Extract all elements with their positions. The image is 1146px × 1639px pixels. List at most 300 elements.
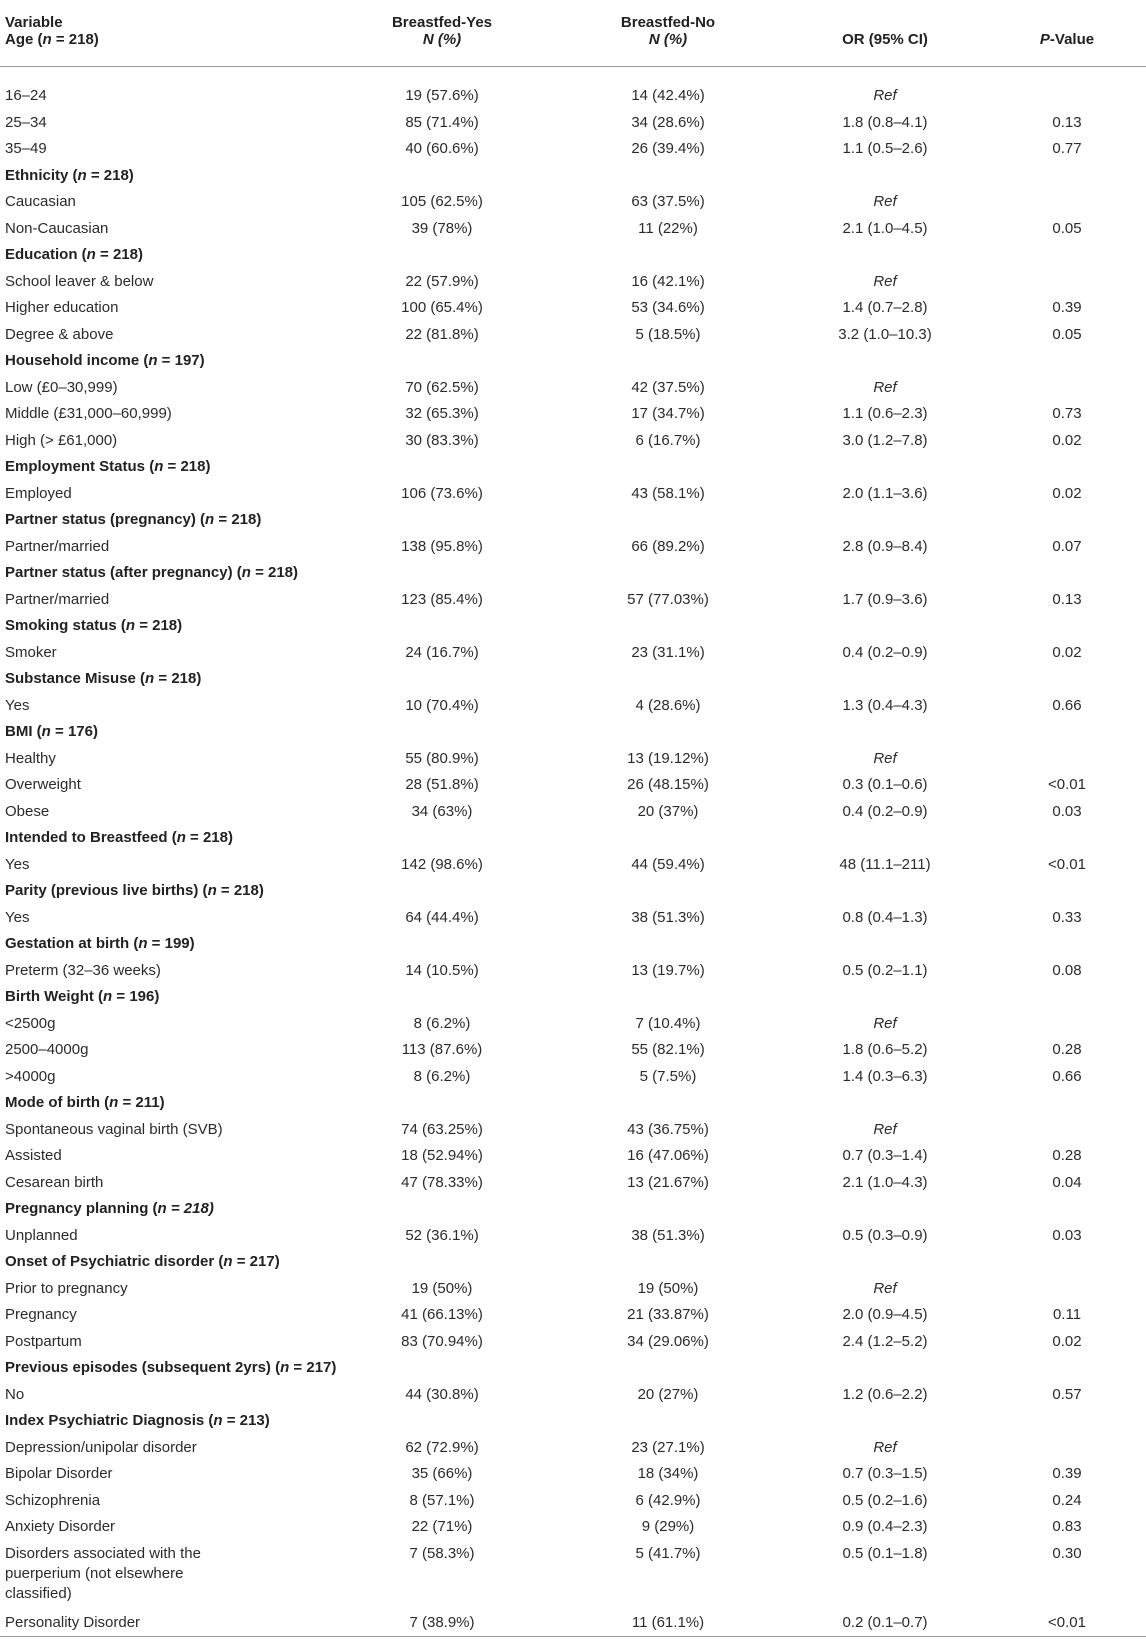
section-title-text: Onset of Psychiatric disorder ( (5, 1253, 224, 1271)
cell-breastfed-yes: 74 (63.25%) (401, 1120, 483, 1138)
cell-breastfed-no: 53 (34.6%) (631, 299, 705, 317)
table-row (0, 375, 1146, 402)
cell-odds-ratio: 0.9 (0.4–2.3) (842, 1518, 928, 1536)
cell-variable: Anxiety Disorder (5, 1518, 116, 1536)
section-title (0, 242, 1146, 269)
section-title (0, 984, 1146, 1011)
cell-breastfed-yes: 123 (85.4%) (401, 590, 483, 608)
section-title-n: n (145, 670, 155, 688)
cell-breastfed-no: 16 (47.06%) (627, 1147, 709, 1165)
section-title-n: n (280, 1359, 290, 1377)
cell-p-value: 0.08 (1052, 961, 1082, 979)
cell-breastfed-yes: 28 (51.8%) (405, 776, 479, 794)
cell-breastfed-yes: 113 (87.6%) (401, 1041, 483, 1059)
cell-p-value: 0.28 (1052, 1147, 1082, 1165)
table-row (0, 1037, 1146, 1064)
cell-p-value: 0.02 (1052, 431, 1082, 449)
cell-breastfed-yes: 8 (57.1%) (409, 1491, 475, 1509)
cell-p-value: 0.05 (1052, 219, 1082, 237)
cell-odds-ratio: 0.3 (0.1–0.6) (842, 776, 928, 794)
cell-breastfed-yes: 8 (6.2%) (413, 1067, 471, 1085)
table-row (0, 640, 1146, 667)
cell-breastfed-no: 11 (61.1%) (631, 1613, 705, 1631)
header-age-n: n (42, 31, 52, 48)
cell-breastfed-yes: 85 (71.4%) (405, 113, 479, 131)
cell-p-value: 0.57 (1052, 1385, 1082, 1403)
cell-breastfed-yes: 70 (62.5%) (405, 378, 479, 396)
table-body (0, 67, 1146, 1637)
cell-variable: 2500–4000g (5, 1041, 89, 1059)
cell-variable: Yes (5, 908, 30, 926)
cell-breastfed-yes: 41 (66.13%) (401, 1306, 483, 1324)
cell-breastfed-yes: 7 (38.9%) (409, 1613, 475, 1631)
section-title-count: = 218) (250, 564, 299, 582)
table-row (0, 1011, 1146, 1038)
cell-breastfed-no: 14 (42.4%) (631, 87, 705, 105)
cell-odds-ratio: 0.8 (0.4–1.3) (842, 908, 928, 926)
header-breastfed-no: Breastfed-No (620, 14, 716, 31)
cell-variable: Preterm (32–36 weeks) (5, 961, 161, 979)
table-row (0, 481, 1146, 508)
cell-odds-ratio: 3.0 (1.2–7.8) (842, 431, 928, 449)
section-header-row (0, 825, 1146, 852)
section-title-count: = 196) (112, 988, 160, 1006)
cell-breastfed-yes: 19 (57.6%) (405, 87, 479, 105)
cell-variable: Overweight (5, 776, 81, 794)
table-row (0, 587, 1146, 614)
cell-odds-ratio: Ref (873, 1014, 897, 1032)
cell-p-value (988, 1117, 1146, 1144)
section-title-text: Intended to Breastfeed ( (5, 829, 177, 847)
header-variable: Variable (5, 14, 63, 31)
cell-odds-ratio: Ref (873, 1438, 897, 1456)
section-title-count: = 217) (232, 1253, 280, 1271)
cell-p-value (988, 189, 1146, 216)
cell-breastfed-yes: 62 (72.9%) (405, 1438, 479, 1456)
header-p-italic: P (1039, 31, 1050, 48)
cell-variable: Bipolar Disorder (5, 1465, 113, 1483)
cell-p-value: 0.03 (1052, 802, 1082, 820)
cell-breastfed-no: 4 (28.6%) (635, 696, 701, 714)
header-or-ci: OR (95% CI) (842, 31, 928, 48)
cell-p-value: 0.39 (1052, 1465, 1082, 1483)
section-header-row (0, 931, 1146, 958)
cell-breastfed-yes: 52 (36.1%) (405, 1226, 479, 1244)
table-row (0, 322, 1146, 349)
cell-breastfed-no: 7 (10.4%) (635, 1014, 701, 1032)
section-title-text: Partner status (pregnancy) ( (5, 511, 206, 529)
cell-breastfed-no: 9 (29%) (641, 1518, 695, 1536)
cell-variable: Low (£0–30,999) (5, 378, 118, 396)
cell-variable: Middle (£31,000–60,999) (5, 405, 172, 423)
header-age-section (0, 31, 330, 67)
cell-breastfed-no: 34 (29.06%) (627, 1332, 709, 1350)
cell-breastfed-no: 5 (7.5%) (639, 1067, 697, 1085)
cell-breastfed-no: 13 (19.12%) (627, 749, 709, 767)
header-empty-p (988, 0, 1146, 31)
cell-odds-ratio: 1.4 (0.3–6.3) (842, 1067, 928, 1085)
section-title-n: n (77, 166, 87, 184)
cell-p-value: 0.77 (1052, 140, 1082, 158)
header-breastfed-yes: Breastfed-Yes (391, 14, 493, 31)
table-row (0, 1488, 1146, 1515)
section-title-text: Previous episodes (subsequent 2yrs) ( (5, 1359, 281, 1377)
cell-breastfed-yes: 40 (60.6%) (405, 140, 479, 158)
table-header (0, 0, 1146, 67)
section-title (0, 163, 1146, 190)
header-age-count: = 218) (51, 31, 99, 48)
cell-breastfed-yes: 30 (83.3%) (405, 431, 479, 449)
cell-breastfed-yes: 7 (58.3%) (409, 1544, 475, 1562)
header-row-2 (0, 31, 1146, 67)
cell-odds-ratio: 0.5 (0.2–1.1) (842, 961, 928, 979)
cell-odds-ratio: Ref (873, 378, 897, 396)
cell-odds-ratio: 48 (11.1–211) (839, 855, 931, 873)
header-age-text: Age ( (5, 31, 43, 48)
cell-variable: >4000g (5, 1067, 56, 1085)
cell-breastfed-yes: 39 (78%) (411, 219, 473, 237)
table-row (0, 1223, 1146, 1250)
cell-breastfed-no: 16 (42.1%) (631, 272, 705, 290)
section-title-text: Pregnancy planning ( (5, 1200, 158, 1218)
table-row (0, 852, 1146, 879)
header-empty-or (782, 0, 988, 31)
cell-odds-ratio: Ref (873, 1120, 897, 1138)
cell-odds-ratio: Ref (873, 749, 897, 767)
section-header-row (0, 878, 1146, 905)
cell-breastfed-no: 26 (48.15%) (627, 776, 709, 794)
section-title-n: n (103, 988, 113, 1006)
cell-breastfed-yes: 22 (81.8%) (405, 325, 479, 343)
table-row (0, 1170, 1146, 1197)
cell-breastfed-no: 5 (18.5%) (635, 325, 701, 343)
cell-variable: Partner/married (5, 590, 110, 608)
section-title-n: n (148, 352, 158, 370)
cell-variable: Partner/married (5, 537, 110, 555)
section-title-n: n (138, 935, 148, 953)
cell-variable: Assisted (5, 1147, 62, 1165)
cell-variable: Healthy (5, 749, 56, 767)
cell-p-value: 0.33 (1052, 908, 1082, 926)
cell-p-value: 0.13 (1052, 113, 1082, 131)
cell-variable: Yes (5, 855, 30, 873)
cell-variable: No (5, 1385, 25, 1403)
cell-p-value: 0.07 (1052, 537, 1082, 555)
cell-breastfed-yes: 35 (66%) (411, 1465, 473, 1483)
section-title (0, 1090, 1146, 1117)
section-title-count: = 218) (185, 829, 233, 847)
cell-p-value: 0.03 (1052, 1226, 1082, 1244)
cell-p-value: 0.04 (1052, 1173, 1082, 1191)
section-title-n: n (125, 617, 136, 635)
section-title-count: = 176) (50, 723, 98, 741)
cell-variable: Cesarean birth (5, 1173, 104, 1191)
table-row (0, 1117, 1146, 1144)
section-title-text: Gestation at birth ( (5, 935, 139, 953)
table-row (0, 772, 1146, 799)
cell-p-value: 0.73 (1052, 405, 1082, 423)
section-header-row (0, 1249, 1146, 1276)
cell-breastfed-yes: 106 (73.6%) (401, 484, 483, 502)
section-header-row (0, 984, 1146, 1011)
cell-variable: High (> £61,000) (5, 431, 118, 449)
cell-breastfed-no: 43 (36.75%) (627, 1120, 709, 1138)
section-header-row (0, 1408, 1146, 1435)
header-p-value (988, 31, 1146, 67)
cell-variable: School leaver & below (5, 272, 154, 290)
cell-odds-ratio: 0.5 (0.2–1.6) (842, 1491, 928, 1509)
cell-odds-ratio: 0.7 (0.3–1.5) (842, 1465, 928, 1483)
cell-breastfed-no: 20 (37%) (637, 802, 699, 820)
cell-variable: Schizophrenia (5, 1491, 101, 1509)
section-title-n: n (109, 1094, 119, 1112)
section-title-text: Employment Status ( (5, 458, 155, 476)
table-row (0, 1382, 1146, 1409)
section-title-n: n (241, 564, 251, 582)
cell-odds-ratio: 0.5 (0.1–1.8) (842, 1544, 928, 1562)
cell-variable: 25–34 (5, 113, 47, 131)
section-title-count: = 218) (216, 882, 264, 900)
cell-odds-ratio: 0.4 (0.2–0.9) (842, 802, 928, 820)
cell-odds-ratio: 0.4 (0.2–0.9) (842, 643, 928, 661)
section-title-n: n (154, 458, 164, 476)
table-row (0, 1064, 1146, 1091)
cell-breastfed-yes: 100 (65.4%) (401, 299, 483, 317)
cell-odds-ratio: 0.2 (0.1–0.7) (842, 1613, 928, 1631)
cell-breastfed-no: 13 (19.7%) (631, 961, 705, 979)
table-row (0, 401, 1146, 428)
cell-odds-ratio: 1.2 (0.6–2.2) (842, 1385, 928, 1403)
cell-p-value (988, 1276, 1146, 1303)
section-title-text: Smoking status ( (5, 617, 126, 635)
cell-odds-ratio: 2.4 (1.2–5.2) (842, 1332, 928, 1350)
cell-variable: Higher education (5, 299, 119, 317)
cell-variable: Depression/unipolar disorder (5, 1438, 197, 1456)
cell-odds-ratio: Ref (873, 87, 897, 105)
cell-breastfed-no: 17 (34.7%) (631, 405, 705, 423)
table-row (0, 428, 1146, 455)
cell-p-value: 0.24 (1052, 1491, 1082, 1509)
cell-odds-ratio: 1.8 (0.8–4.1) (842, 113, 928, 131)
cell-breastfed-no: 42 (37.5%) (631, 378, 705, 396)
section-header-row (0, 719, 1146, 746)
table-row (0, 746, 1146, 773)
cell-breastfed-yes: 105 (62.5%) (401, 193, 483, 211)
cell-variable: Employed (5, 484, 72, 502)
table-row (0, 1143, 1146, 1170)
cell-p-value (988, 375, 1146, 402)
cell-variable-line: classified) (5, 1584, 72, 1602)
cell-breastfed-no: 26 (39.4%) (631, 140, 705, 158)
section-title-count: = 218) (86, 166, 134, 184)
cell-variable: Smoker (5, 643, 57, 661)
cell-odds-ratio: Ref (873, 272, 897, 290)
table-row (0, 1461, 1146, 1488)
cell-odds-ratio: 1.1 (0.6–2.3) (842, 405, 928, 423)
section-title (0, 878, 1146, 905)
section-title-count: = 217) (289, 1359, 337, 1377)
cell-breastfed-no: 66 (89.2%) (631, 537, 705, 555)
cell-variable: Personality Disorder (5, 1613, 141, 1631)
cell-odds-ratio: 2.1 (1.0–4.5) (842, 219, 928, 237)
cell-p-value: 0.30 (1052, 1544, 1082, 1562)
section-header-row (0, 613, 1146, 640)
section-title (0, 825, 1146, 852)
section-title-count: = 211) (118, 1094, 165, 1112)
cell-p-value: 0.66 (1052, 696, 1082, 714)
section-title-text: Substance Misuse ( (5, 670, 146, 688)
table-row (0, 67, 1146, 110)
table-row (0, 216, 1146, 243)
section-title (0, 507, 1146, 534)
cell-odds-ratio: 1.1 (0.5–2.6) (842, 140, 928, 158)
section-title-count: = 213) (222, 1412, 270, 1430)
cell-variable-line: Disorders associated with the (5, 1544, 201, 1562)
cell-odds-ratio: 1.4 (0.7–2.8) (842, 299, 928, 317)
section-header-row (0, 1090, 1146, 1117)
section-header-row (0, 1355, 1146, 1382)
table-row (0, 269, 1146, 296)
table-row (0, 1514, 1146, 1541)
section-title-text: Partner status (after pregnancy) ( (5, 564, 242, 582)
cell-breastfed-no: 11 (22%) (638, 219, 698, 237)
cell-p-value (988, 1011, 1146, 1038)
cell-p-value (988, 746, 1146, 773)
section-title (0, 348, 1146, 375)
section-title-text: Birth Weight ( (5, 988, 104, 1006)
cell-p-value (988, 1435, 1146, 1462)
cell-breastfed-no: 21 (33.87%) (627, 1306, 709, 1324)
cell-odds-ratio: 1.3 (0.4–4.3) (842, 696, 928, 714)
table-row (0, 295, 1146, 322)
section-title-n: n (176, 829, 186, 847)
section-title-n: n (205, 511, 215, 529)
section-title-text: Index Psychiatric Diagnosis ( (5, 1412, 214, 1430)
cell-breastfed-no: 57 (77.03%) (627, 590, 709, 608)
cell-variable: Obese (5, 802, 50, 820)
section-header-row (0, 560, 1146, 587)
cell-variable: Degree & above (5, 325, 114, 343)
section-header-row (0, 454, 1146, 481)
cell-breastfed-yes: 14 (10.5%) (405, 961, 479, 979)
cell-p-value: 0.05 (1052, 325, 1082, 343)
cell-odds-ratio: 0.5 (0.3–0.9) (842, 1226, 928, 1244)
cell-odds-ratio: 2.8 (0.9–8.4) (842, 537, 928, 555)
cell-breastfed-yes: 138 (95.8%) (401, 537, 483, 555)
cell-odds-ratio: Ref (873, 193, 897, 211)
section-title-n: n (213, 1412, 223, 1430)
cell-variable: Postpartum (5, 1332, 82, 1350)
cell-variable: Yes (5, 696, 30, 714)
cell-p-value: <0.01 (1048, 776, 1086, 794)
section-title (0, 560, 1146, 587)
table-row (0, 1610, 1146, 1637)
cell-odds-ratio: 2.0 (1.1–3.6) (842, 484, 928, 502)
section-title-count: = 218) (163, 458, 211, 476)
table-row (0, 958, 1146, 985)
cell-breastfed-yes: 55 (80.9%) (405, 749, 479, 767)
section-header-row (0, 666, 1146, 693)
section-title (0, 666, 1146, 693)
cell-breastfed-no: 6 (16.7%) (635, 431, 701, 449)
cell-breastfed-yes: 83 (70.94%) (401, 1332, 483, 1350)
cell-breastfed-yes: 24 (16.7%) (405, 643, 479, 661)
cell-odds-ratio: 1.7 (0.9–3.6) (842, 590, 928, 608)
cell-p-value: <0.01 (1048, 1613, 1086, 1631)
cell-breastfed-no: 38 (51.3%) (631, 908, 705, 926)
table-row (0, 905, 1146, 932)
cell-breastfed-yes: 10 (70.4%) (405, 696, 479, 714)
header-yes-n-percent-text: N (%) (422, 31, 462, 48)
cell-p-value: 0.02 (1052, 643, 1082, 661)
section-header-row (0, 1196, 1146, 1223)
section-title-text: Mode of birth ( (5, 1094, 110, 1112)
section-title-text: Parity (previous live births) ( (5, 882, 208, 900)
section-title-count: = 218) (95, 246, 143, 264)
table-row (0, 189, 1146, 216)
table-row (0, 534, 1146, 561)
section-title (0, 1408, 1146, 1435)
cell-breastfed-yes: 47 (78.33%) (401, 1173, 483, 1191)
header-yes-n-percent (330, 31, 554, 67)
section-title (0, 1249, 1146, 1276)
cell-breastfed-yes: 22 (57.9%) (405, 272, 479, 290)
cell-variable: <2500g (5, 1014, 56, 1032)
cell-breastfed-no: 63 (37.5%) (631, 193, 705, 211)
section-title-count: = 218) (154, 670, 202, 688)
cell-odds-ratio: 0.7 (0.3–1.4) (842, 1147, 928, 1165)
section-title (0, 719, 1146, 746)
table-row (0, 1302, 1146, 1329)
cell-variable: Unplanned (5, 1226, 78, 1244)
cell-breastfed-no: 44 (59.4%) (631, 855, 705, 873)
cell-p-value: 0.28 (1052, 1041, 1082, 1059)
cell-variable (0, 1541, 330, 1610)
cell-breastfed-yes: 142 (98.6%) (401, 855, 483, 873)
table-row (0, 1541, 1146, 1610)
section-title (0, 931, 1146, 958)
table-row (0, 1276, 1146, 1303)
table-row (0, 1329, 1146, 1356)
section-title-count: = 218) (135, 617, 183, 635)
cell-breastfed-yes: 18 (52.94%) (401, 1147, 483, 1165)
section-title-text: Education ( (5, 246, 87, 264)
table-row (0, 136, 1146, 163)
cell-variable: 16–24 (5, 87, 47, 105)
table-row (0, 693, 1146, 720)
header-p-rest: -Value (1049, 31, 1095, 48)
cell-p-value: 0.11 (1052, 1306, 1082, 1324)
cell-odds-ratio: Ref (873, 1279, 897, 1297)
table-row (0, 1435, 1146, 1462)
cell-breastfed-yes: 8 (6.2%) (413, 1014, 471, 1032)
header-no-n-percent-text: N (%) (648, 31, 688, 48)
section-header-row (0, 348, 1146, 375)
cell-p-value (988, 67, 1146, 110)
header-row-1 (0, 0, 1146, 31)
cell-breastfed-no: 20 (27%) (637, 1385, 699, 1403)
section-title-n: n (86, 246, 96, 264)
cell-breastfed-no: 23 (31.1%) (631, 643, 705, 661)
cell-breastfed-no: 38 (51.3%) (631, 1226, 705, 1244)
cell-odds-ratio: 3.2 (1.0–10.3) (838, 325, 932, 343)
cell-breastfed-yes: 22 (71%) (411, 1518, 473, 1536)
section-title-n: n (223, 1253, 233, 1271)
cell-breastfed-no: 18 (34%) (637, 1465, 699, 1483)
cell-breastfed-no: 5 (41.7%) (635, 1544, 701, 1562)
cell-breastfed-no: 6 (42.9%) (635, 1491, 701, 1509)
cell-breastfed-yes: 64 (44.4%) (405, 908, 479, 926)
